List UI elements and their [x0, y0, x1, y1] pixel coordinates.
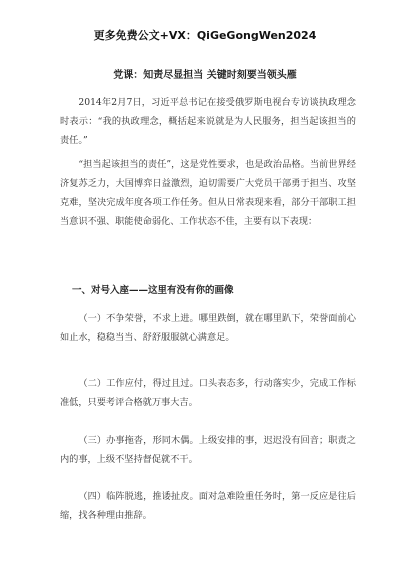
paragraph-2: “担当起该担当的责任”，这是党性要求，也是政治品格。当前世界经济复苏乏力，大国博弈日益激烈，迫切需要广大党员干部勇于担当、攻坚克难，坚决完成年度各项工作任务。但从日常表现来看，部分干部职工担当意识不强、职能使命弱化、工作状态不佳，主要有以下表现：	[60, 159, 356, 227]
section-heading: 一、对号入座——这里有没有你的画像	[72, 285, 234, 296]
page-header: 更多免费公文+VX：QiGeGongWen2024	[93, 29, 317, 42]
list-item-1: （一）不争荣誉，不求上进。哪里跌倒，就在哪里趴下，荣誉面前心如止水，稳稳当当、舒舒服服就心满意足。	[60, 313, 356, 343]
document-title: 党课：知责尽显担当 关键时刻要当领头雁	[113, 70, 297, 81]
list-item-3: （三）办事拖沓，形同木偶。上级安排的事，迟迟没有回音；职责之内的事，上级不坚持督促就不干。	[60, 435, 356, 465]
list-item-4: （四）临阵脱逃，推诿扯皮。面对急难险重任务时，第一反应是往后缩，找各种理由推辞。	[60, 491, 356, 521]
paragraph-1: 2014年2月7日，习近平总书记在接受俄罗斯电视台专访谈执政理念时表示：“我的执政理念，概括起来说就是为人民服务，担当起该担当的责任。”	[60, 97, 356, 146]
list-item-2: （二）工作应付，得过且过。口头表态多，行动落实少，完成工作标准低，只要考评合格就万事大吉。	[60, 378, 356, 408]
